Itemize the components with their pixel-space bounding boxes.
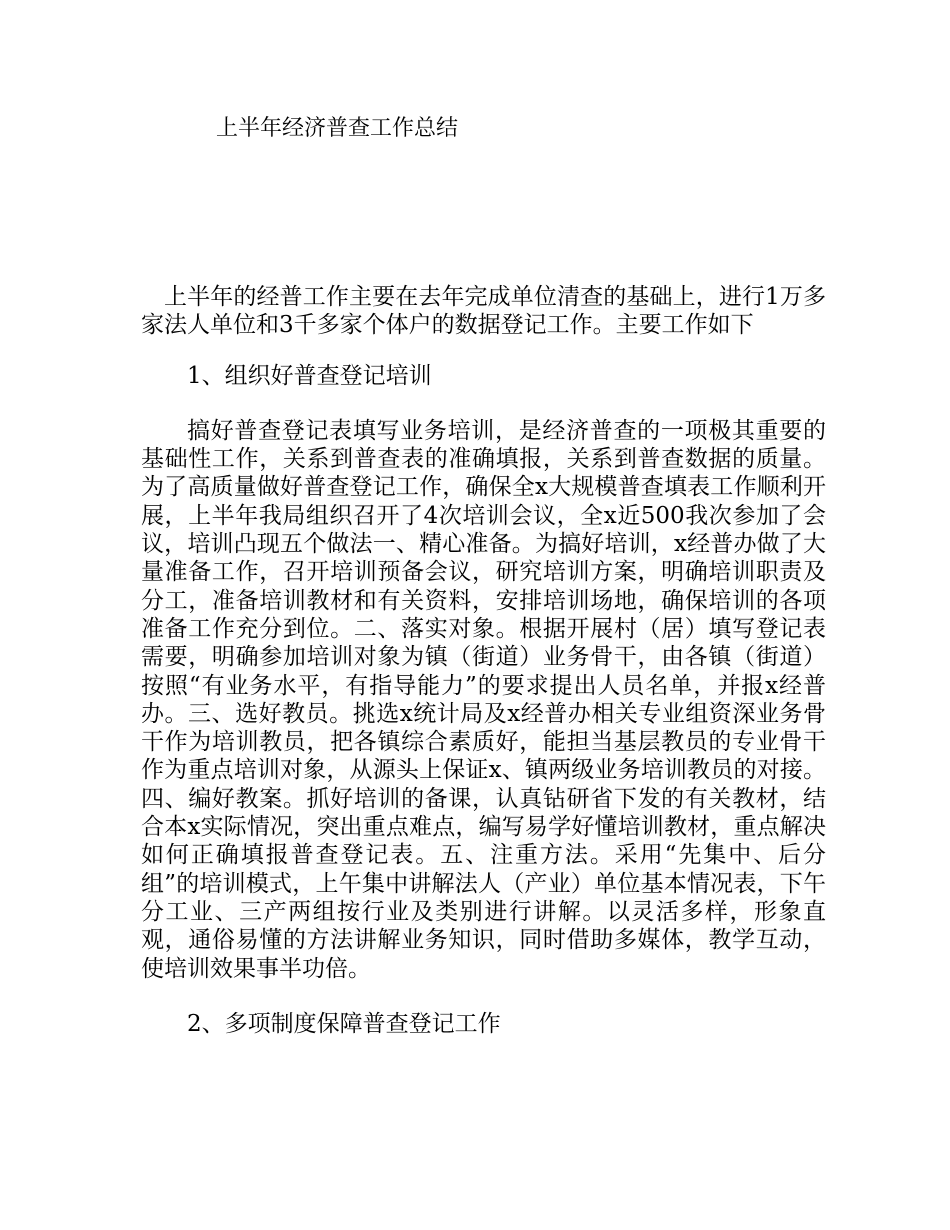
intro-paragraph: 上半年的经普工作主要在去年完成单位清查的基础上，进行1万多家法人单位和3千多家个体户的数据登记工作。主要工作如下 bbox=[141, 284, 826, 339]
section-heading-2: 2、多项制度保障普查登记工作 bbox=[187, 1010, 501, 1037]
section-heading-1: 1、组织好普查登记培训 bbox=[187, 362, 432, 389]
section-1-paragraph: 搞好普查登记表填写业务培训，是经济普查的一项极其重要的基础性工作，关系到普查表的准确填报，关系到普查数据的质量。为了高质量做好普查登记工作，确保全x大规模普查填表工作顺利开展，上半年我局组织召开了4次培训会议，全x近500我次参加了会议，培训凸现五个做法一、精心准备。为搞好培训，x经普办做了大量准备工作，召开培训预备会议，研究培训方案，明确培训职责及分工，准备培训教材和有关资料，安排培训场地，确保培训的各项准备工作充分到位。二、落实对象。根据开展村（居）填写登记表需要，明确参加培训对象为镇（街道）业务骨干，由各镇（街道）按照“有业务水平，有指导能力”的要求提出人员名单，并报x经普办。三、选好教员。挑选x统计局及x经普办相关专业组资深业务骨干作为培训教员，把各镇综合素质好，能担当基层教员的专业骨干作为重点培训对象，从源头上保证x、镇两级业务培训教员的对接。四、编好教案。抓好培训的备课，认真钻研省下发的有关教材，结合本x实际情况，突出重点难点，编写易学好懂培训教材，重点解决如何正确填报普查登记表。五、注重方法。采用“先集中、后分组”的培训模式，上午集中讲解法人（产业）单位基本情况表，下午分工业、三产两组按行业及类别进行讲解。以灵活多样，形象直观，通俗易懂的方法讲解业务知识，同时借助多媒体，教学互动，使培训效果事半功倍。 bbox=[141, 417, 826, 982]
document-title: 上半年经济普查工作总结 bbox=[216, 116, 459, 141]
document-body bbox=[141, 283, 826, 1038]
